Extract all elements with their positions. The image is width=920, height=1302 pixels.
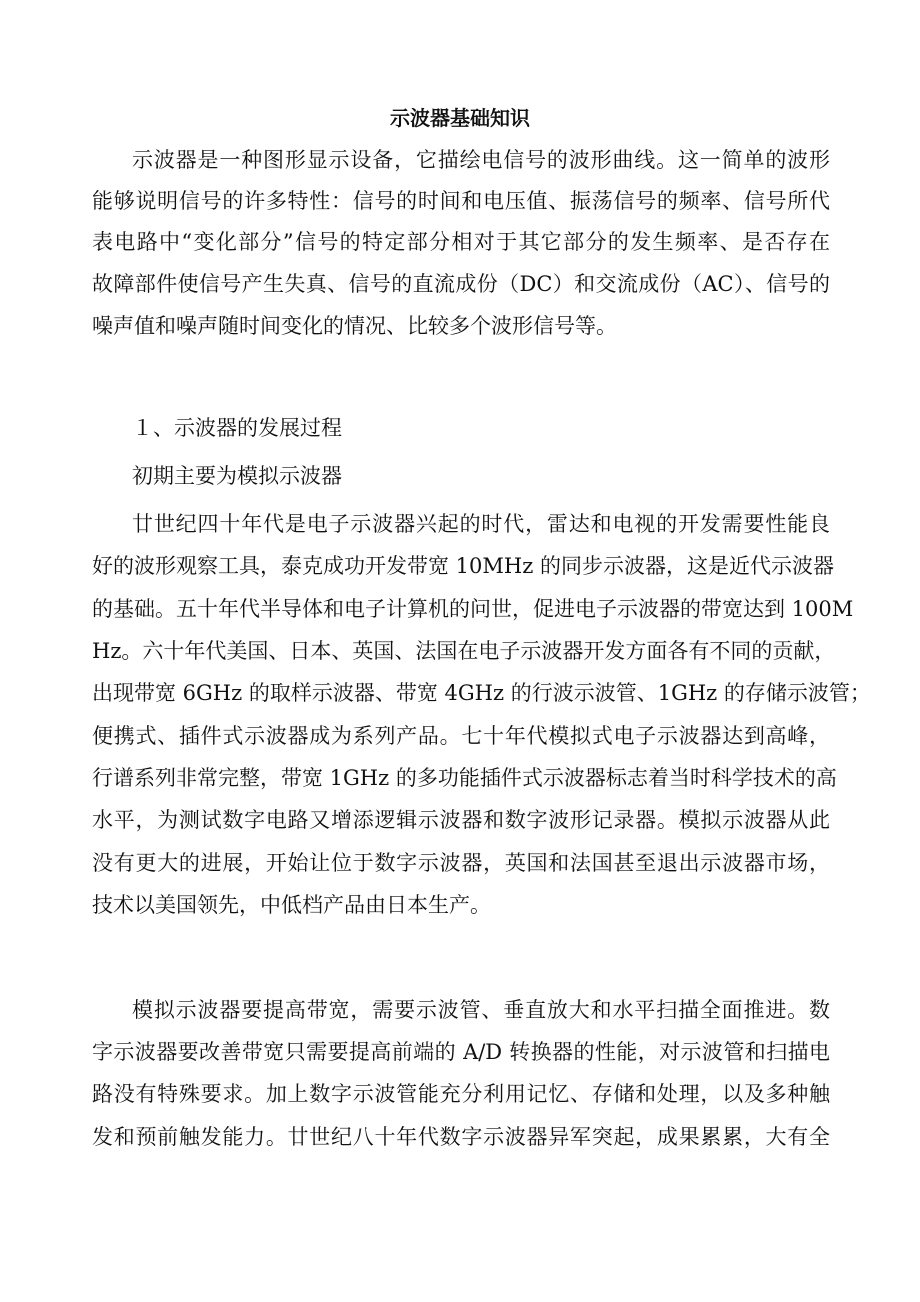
paragraph-line: 廿世纪四十年代是电子示波器兴起的时代，雷达和电视的开发需要性能良: [132, 512, 830, 536]
paragraph-line: 能够说明信号的许多特性：信号的时间和电压值、振荡信号的频率、信号所代: [92, 189, 830, 213]
paragraph-line: 示波器是一种图形显示设备，它描绘电信号的波形曲线。这一简单的波形: [132, 148, 830, 172]
document-title: 示波器基础知识: [390, 106, 530, 130]
paragraph-line: 便携式、插件式示波器成为系列产品。七十年代模拟式电子示波器达到高峰，: [92, 724, 830, 748]
paragraph-line: 行谱系列非常完整，带宽 1GHz 的多功能插件式示波器标志着当时科学技术的高: [92, 766, 837, 790]
paragraph-line: 故障部件使信号产生失真、信号的直流成份（DC）和交流成份（AC）、信号的: [92, 272, 830, 296]
paragraph-line: 技术以美国领先，中低档产品由日本生产。: [92, 893, 491, 917]
paragraph-line: 路没有特殊要求。加上数字示波管能充分利用记忆、存储和处理，以及多种触: [92, 1082, 830, 1106]
paragraph-line: 字示波器要改善带宽只需要提高前端的 A/D 转换器的性能，对示波管和扫描电: [92, 1040, 830, 1064]
paragraph-line: Hz。六十年代美国、日本、英国、法国在电子示波器开发方面各有不同的贡献，: [92, 639, 836, 663]
paragraph-line: 表电路中“变化部分”信号的特定部分相对于其它部分的发生频率、是否存在: [92, 230, 830, 254]
paragraph-line: 发和预前触发能力。廿世纪八十年代数字示波器异军突起，成果累累，大有全: [92, 1125, 830, 1149]
paragraph-line: 没有更大的进展，开始让位于数字示波器，英国和法国甚至退出示波器市场，: [92, 851, 830, 875]
paragraph-line: 的基础。五十年代半导体和电子计算机的问世，促进电子示波器的带宽达到 100M: [92, 597, 854, 621]
paragraph-line: 模拟示波器要提高带宽，需要示波管、垂直放大和水平扫描全面推进。数: [132, 998, 830, 1022]
paragraph-line: 好的波形观察工具，泰克成功开发带宽 10MHz 的同步示波器，这是近代示波器: [92, 554, 834, 578]
heading-line: １、示波器的发展过程: [132, 416, 342, 440]
paragraph-line: 出现带宽 6GHz 的取样示波器、带宽 4GHz 的行波示波管、1GHz 的存储示波管；: [92, 681, 871, 705]
heading-line: 初期主要为模拟示波器: [132, 464, 342, 488]
paragraph-line: 水平，为测试数字电路又增添逻辑示波器和数字波形记录器。模拟示波器从此: [92, 808, 830, 832]
paragraph-line: 噪声值和噪声随时间变化的情况、比较多个波形信号等。: [92, 314, 617, 338]
